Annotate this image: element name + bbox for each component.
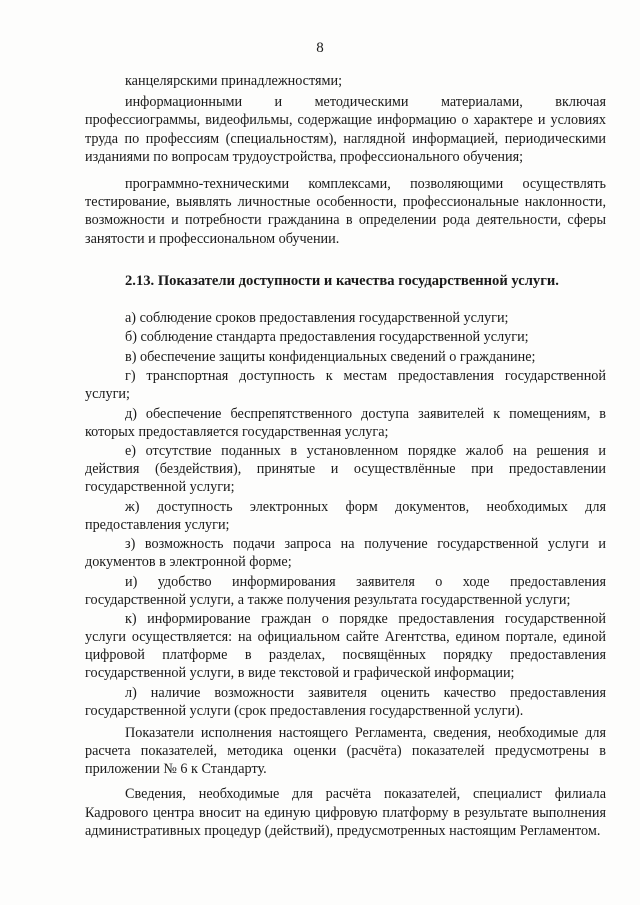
indicators-list (85, 309, 606, 720)
list-item: а) соблюдение сроков предоставления государственной услуги; (125, 309, 509, 326)
list-item: г) транспортная доступность к местам предоставления государственной услуги; (85, 368, 606, 403)
list-item: ж) доступность электронных форм документов, необходимых для предоставления услуги; (85, 498, 606, 533)
list-item: б) соблюдение стандарта предоставления государственной услуги; (125, 329, 529, 346)
intro-paragraph-3: программно-техническими комплексами, позволяющими осуществлять тестирование, выявлять личностные особенности, профессиональные наклонности, возможности и потребности гражданина в определении рода деятельности, сферы занятости и профессиональном обучении. (85, 176, 606, 247)
intro-paragraph-1: канцелярскими принадлежностями; (125, 73, 343, 89)
list-item: е) отсутствие поданных в установленном порядке жалоб на решения и действия (бездействия), принятые и осуществлённые при предоставлении государственной услуги; (85, 443, 606, 496)
document-body (85, 72, 606, 840)
closing-paragraph-2: Сведения, необходимые для расчёта показателей, специалист филиала Кадрового центра вносит на единую цифровую платформу в результате выполнения административных процедур (действий), предусмотренных настоящим Регламентом. (85, 786, 606, 839)
list-item: з) возможность подачи запроса на получение государственной услуги и документов в электронной форме; (85, 536, 606, 571)
list-item: л) наличие возможности заявителя оценить качество предоставления государственной услуги (срок предоставления государственной услуги). (85, 684, 606, 719)
intro-paragraph-2: информационными и методическими материалами, включая профессиограммы, видеофильмы, содержащие информацию о характере и условиях труда по профессиям (специальностям), наглядной информацией, периодическими изданиями по вопросам трудоустройства, профессионального обучения; (85, 94, 606, 165)
page-number: 8 (316, 40, 324, 56)
list-item: д) обеспечение беспрепятственного доступа заявителей к помещениям, в которых предоставляется государственная услуга; (85, 405, 606, 440)
closing-paragraph-1: Показатели исполнения настоящего Регламента, сведения, необходимые для расчета показателей, методика оценки (расчёта) показателей предусмотрены в приложении № 6 к Стандарту. (85, 724, 606, 778)
section-heading: 2.13. Показатели доступности и качества государственной услуги. (125, 272, 559, 289)
list-item: в) обеспечение защиты конфиденциальных сведений о гражданине; (125, 348, 536, 365)
list-item: к) информирование граждан о порядке предоставления государственной услуги осуществляется: на официальном сайте Агентства, едином портале, единой цифровой платформе в разделах, посвящённых порядку предоставления государственной услуги, в виде текстовой и графической информации; (85, 611, 606, 682)
list-item: и) удобство информирования заявителя о ходе предоставления государственной услуги, а также получения результата государственной услуги; (85, 573, 606, 608)
